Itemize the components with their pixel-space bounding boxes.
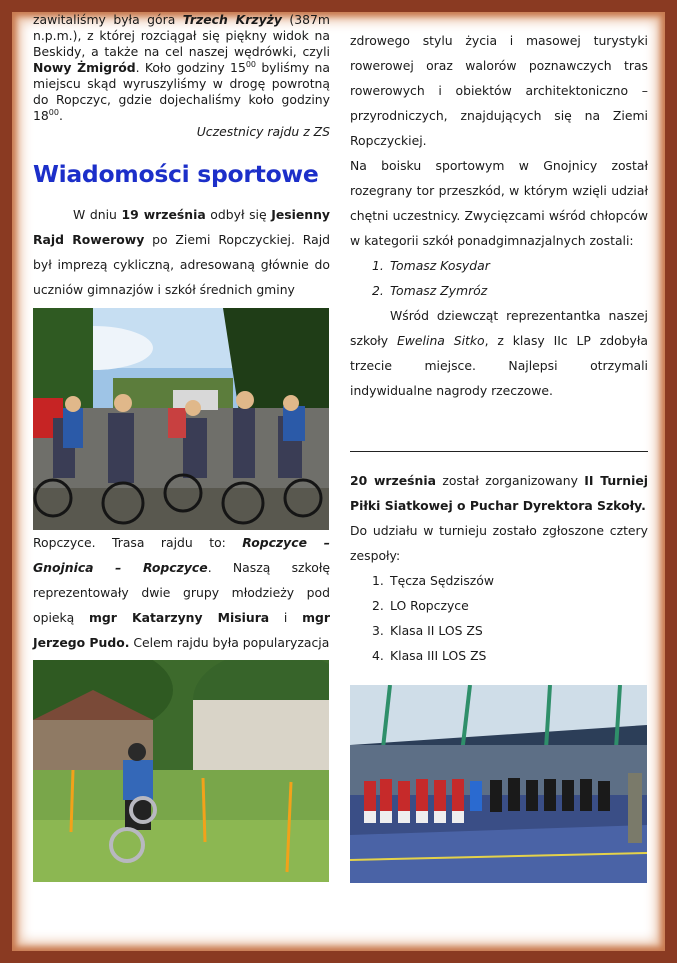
text-bold: mgr Katarzyny Misiura: [89, 610, 270, 625]
left-column-top: [33, 12, 330, 140]
list-number: 1.: [372, 258, 384, 273]
section-title: Wiadomości sportowe: [33, 160, 319, 188]
list-number: 2.: [372, 283, 384, 298]
section-divider: [350, 451, 648, 452]
signature: Uczestnicy rajdu z ZS: [196, 124, 330, 139]
text-italic: Ewelina Sitko: [396, 333, 485, 348]
obstacle-paragraph: Na boisku sportowym w Gnojnicy został rozegrany tor przeszkód, w którym wzięli udział chętni uczestnicy. Zwycięzcami wśród chłopców w kategorii szkół ponadgimnazjalnych zostali:: [350, 158, 648, 248]
list-item: [350, 643, 648, 668]
volleyball-section: [350, 468, 648, 668]
text: W dniu: [73, 207, 122, 222]
winner-name: Tomasz Kosydar: [390, 258, 490, 273]
list-item: [350, 593, 648, 618]
list-number: 4.: [372, 648, 384, 663]
sup: 00: [245, 60, 257, 69]
list-number: 1.: [372, 573, 384, 588]
text: . Koło godziny 15: [135, 60, 246, 75]
rally-paragraph-2: [33, 530, 330, 655]
list-item: [350, 278, 648, 303]
text-bold-italic: Ropczyce – Gnojnica – Ropczyce: [33, 535, 330, 575]
team-name: Tęcza Sędziszów: [390, 573, 495, 588]
text: Celem rajdu była popularyzacja: [129, 635, 330, 650]
text: .: [58, 108, 63, 123]
list-item: [350, 568, 648, 593]
list-item: [350, 253, 648, 278]
list-number: 3.: [372, 623, 384, 638]
text: (387m n.p.m.), z której rozciągał się piękny widok na Beskidy, a także na cel naszej wędrówki, czyli: [33, 12, 330, 59]
text-bold: Trzech Krzyży: [182, 12, 282, 27]
text: odbył się: [205, 207, 272, 222]
photo-cyclists: [33, 308, 329, 530]
rally-intro: [33, 202, 330, 302]
text-bold: Nowy Żmigród: [33, 60, 136, 75]
right-column: [350, 28, 648, 403]
text: został zorganizowany: [435, 473, 585, 488]
text: byliśmy na miejscu skąd wyruszyliśmy w drogę powrotną do Ropczyc, gdzie dojechaliśmy koło godziny 18: [33, 60, 330, 123]
text-bold: II Turniej Piłki Siatkowej o Puchar Dyrektora Szkoły.: [350, 473, 648, 513]
text: Wśród dziewcząt reprezentantka naszej szkoły: [350, 308, 648, 348]
sup: 00: [48, 108, 59, 117]
teams-list: [350, 568, 648, 668]
rally-paragraph-3: zdrowego stylu życia i masowej turystyki rowerowej oraz walorów poznawczych tras rowerowych i obiektów architektoniczno – przyrodniczych, znajdujących się na Ziemi Ropczyckiej.: [350, 33, 648, 148]
photo-obstacle-course: [33, 660, 329, 882]
volleyball-paragraph: [350, 468, 648, 518]
text: . Naszą szkołę reprezentowały dwie grupy młodzieży pod opieką: [33, 560, 330, 625]
rally-paragraph: [33, 202, 330, 302]
text: i: [269, 610, 303, 625]
team-name: LO Ropczyce: [390, 598, 469, 613]
text-bold: 19 września: [121, 207, 206, 222]
top-paragraph: [33, 12, 330, 124]
text: po Ziemi Ropczyckiej. Rajd był imprezą cykliczną, adresowaną głównie do uczniów gimnazjów i szkół średnich gminy: [33, 232, 330, 297]
girls-paragraph: [350, 303, 648, 403]
text: zawitaliśmy była góra: [33, 12, 183, 27]
list-item: [350, 618, 648, 643]
team-name: Klasa II LOS ZS: [390, 623, 483, 638]
list-number: 2.: [372, 598, 384, 613]
rally-continuation: [33, 530, 330, 655]
text: Ropczyce. Trasa rajdu to:: [33, 535, 243, 550]
text-bold: mgr Jerzego Pudo.: [33, 610, 330, 650]
text: , z klasy IIc LP zdobyła trzecie miejsce. Najlepsi otrzymali indywidualne nagrody rzeczowe.: [350, 333, 648, 398]
text-bold: 20 września: [350, 473, 436, 488]
text-bold: Jesienny Rajd Rowerowy: [33, 207, 330, 247]
winners-list: [350, 253, 648, 303]
winner-name: Tomasz Zymróz: [390, 283, 488, 298]
photo-volleyball-teams: [350, 685, 647, 883]
team-name: Klasa III LOS ZS: [390, 648, 487, 663]
teams-intro: Do udziału w turnieju zostało zgłoszone cztery zespoły:: [350, 523, 648, 563]
